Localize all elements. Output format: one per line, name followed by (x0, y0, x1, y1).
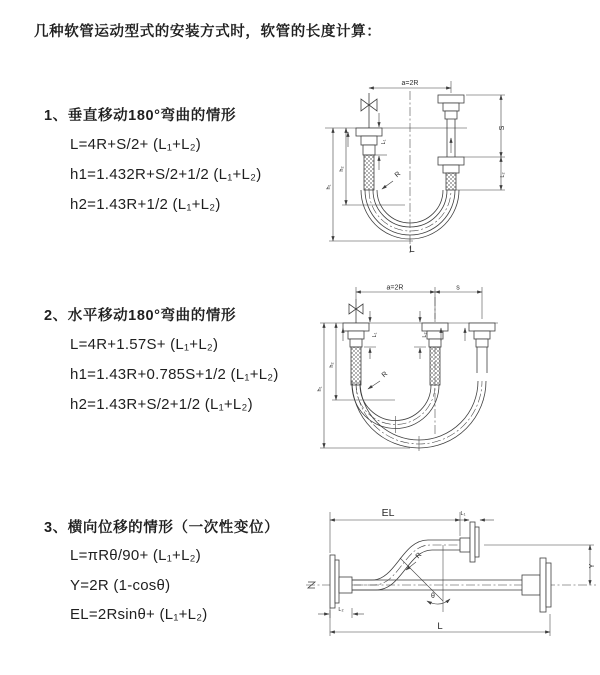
d3-label-y: Y (589, 563, 596, 569)
d2-label-l1: L₁ (372, 332, 378, 338)
d2-label-a2r: a=2R (386, 284, 404, 292)
d1-label-h1: h₁ (326, 184, 332, 190)
d3-label-l2: L₂ (338, 607, 344, 613)
d3-label-l1: L₁ (460, 511, 466, 517)
section1-formula-h2: h2=1.43R+1/2 (L₁+L₂) (70, 196, 221, 213)
section3-formula-L: L=πRθ/90+ (L₁+L₂) (70, 547, 201, 564)
d2-label-l2: L₂ (422, 332, 428, 338)
d1-braid-left (364, 155, 374, 190)
d2-label-h2: h₂ (329, 362, 335, 368)
d2-valve-icon (349, 299, 363, 323)
d1-labels (326, 80, 506, 255)
section2-formula-L: L=4R+1.57S+ (L₁+L₂) (70, 336, 219, 353)
d2-braid-left (351, 347, 361, 385)
d1-label-l2: L₂ (500, 172, 506, 178)
d2-fittings (343, 323, 495, 385)
section3-heading: 3、横向位移的情形（一次性变位） (44, 520, 280, 536)
d1-braid-right (446, 173, 456, 190)
d2-label-r: R (380, 370, 390, 380)
section1-formula-h1: h1=1.432R+S/2+1/2 (L₁+L₂) (70, 166, 262, 183)
d1-valve-icon (361, 93, 377, 128)
d1-label-s: S (499, 125, 506, 131)
section3-formula-Y: Y=2R (1-cosθ) (70, 577, 171, 594)
d1-label-l: L (409, 244, 415, 255)
diagram-lateral-displacement (300, 500, 600, 645)
section2-formula-h2: h2=1.43R+S/2+1/2 (L₁+L₂) (70, 396, 253, 413)
diagram-vertical-180-bend (315, 75, 515, 260)
d3-hose (352, 540, 522, 590)
d2-label-h1: h₁ (317, 386, 323, 392)
d2-hose (352, 347, 487, 448)
page-title: 几种软管运动型式的安装方式时，软管的长度计算： (34, 24, 382, 40)
diagram-horizontal-180-bend (310, 283, 600, 453)
section3-formula-EL: EL=2Rsinθ+ (L₁+L₂) (70, 606, 208, 623)
d1-label-h2: h₂ (339, 166, 345, 172)
d3-construction-lines (306, 512, 596, 636)
d1-dimensions (333, 88, 501, 241)
d3-labels (338, 507, 596, 632)
d3-label-theta: θ (431, 593, 435, 600)
section2-formula-h1: h1=1.43R+0.785S+1/2 (L₁+L₂) (70, 366, 279, 383)
d2-braid-middle (430, 347, 440, 385)
d1-label-r: R (393, 170, 403, 180)
d3-label-l: L (437, 621, 443, 632)
section1-formula-L: L=4R+S/2+ (L₁+L₂) (70, 136, 202, 153)
d1-label-l1: L₁ (381, 139, 387, 145)
section1-heading: 1、垂直移动180°弯曲的情形 (44, 108, 237, 124)
d1-construction-lines (325, 81, 505, 253)
d2-label-s: s (456, 284, 460, 292)
d3-label-el: EL (381, 507, 395, 519)
d1-label-a2r: a=2R (401, 80, 419, 87)
d3-label-r: R (414, 551, 424, 561)
section2-heading: 2、水平移动180°弯曲的情形 (44, 308, 237, 324)
